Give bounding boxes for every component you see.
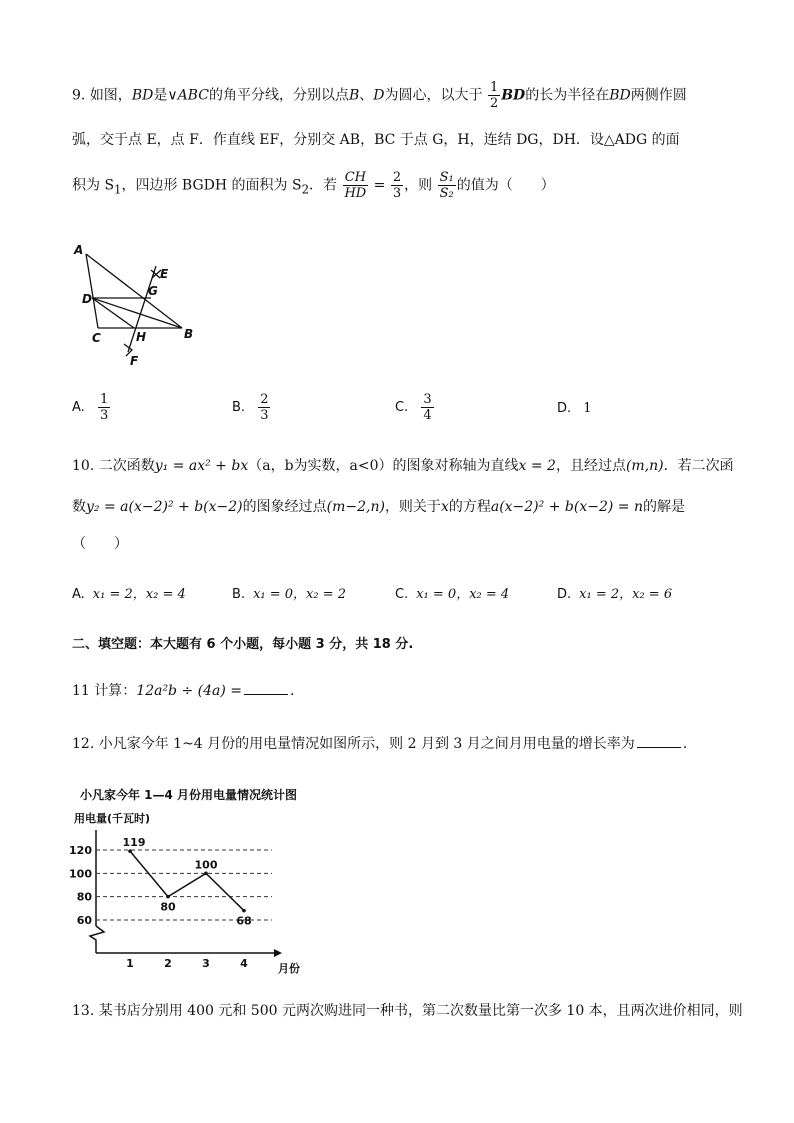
segment-ab (86, 254, 182, 328)
q10-func-y1: y₁ = ax² + bx (154, 458, 249, 474)
data-point (242, 909, 246, 913)
data-point (204, 872, 208, 876)
y-tick-label: 80 (76, 890, 92, 904)
q10-var-x: x (440, 499, 449, 515)
x-axis-label: 月份 (278, 962, 300, 975)
q13-line (72, 1000, 743, 1022)
q9-option-d[interactable] (557, 401, 592, 416)
y-axis-label: 用电量(千瓦时) (74, 812, 151, 825)
q10-line1 (72, 455, 734, 477)
q11-expression: 12a²b ÷ (4a) = (136, 683, 243, 699)
option-text: x₁ = 2，x₂ = 4 (92, 587, 186, 602)
q10-line3: （ ） (72, 536, 128, 552)
q9-number: 9. (72, 87, 86, 104)
q9-text: ．若 (309, 177, 337, 194)
q10-text: ．若二次函 (663, 458, 734, 474)
q11-number: 11 (72, 683, 90, 699)
data-label: 119 (122, 836, 146, 850)
frac-num: 1 (99, 392, 109, 407)
q12-number: 12. (72, 736, 95, 752)
q9-text: ，四边形 BGDH 的面积为 S (121, 177, 302, 194)
q10-text: 数 (72, 499, 86, 515)
q9-text: ，则 (404, 177, 433, 194)
option-label: A. (72, 400, 85, 415)
option-label: A. (72, 587, 85, 602)
q11-answer-blank[interactable] (244, 680, 288, 695)
data-label: 68 (236, 914, 252, 928)
q9-text: 积为 S (72, 177, 115, 194)
q10-text: （a，b为实数，a<0）的图象对称轴为直线 (248, 458, 519, 474)
q10-equation: a(x−2)² + b(x−2) = n (490, 499, 643, 515)
option-label: C. (395, 400, 409, 415)
label-g: G (148, 284, 158, 298)
option-text: x₁ = 2，x₂ = 6 (579, 587, 673, 602)
q10-text: ，且经过点 (555, 458, 626, 474)
frac-den: HD (344, 186, 367, 201)
q10-axis: x = 2 (518, 458, 556, 474)
frac-den: 4 (423, 408, 432, 423)
q13-number: 13. (72, 1003, 95, 1019)
chart-title: 小凡家今年 1—4 月份用电量情况统计图 (80, 788, 298, 802)
q9-fraction-s1-s2 (438, 170, 456, 201)
q10-text: 二次函数 (98, 458, 155, 474)
q9-triangle-abc: ∨ABC (167, 87, 209, 104)
q9-text: 、 (359, 87, 374, 104)
option-label: D. (557, 587, 572, 602)
q11-text: 计算： (94, 683, 137, 699)
x-tick-label: 4 (240, 957, 248, 970)
frac-num: 2 (260, 392, 269, 407)
series-line (130, 851, 244, 911)
q9-line2: 弧，交于点 E，点 F．作直线 EF，分别交 AB，BC 于点 G，H，连结 DG，DH．设△ADG 的面 (72, 132, 680, 148)
frac-num: 1 (489, 80, 499, 95)
x-tick-label: 1 (126, 957, 134, 970)
y-tick-label: 100 (69, 867, 92, 881)
q10-option-d[interactable] (557, 583, 672, 602)
x-tick-label: 2 (164, 957, 172, 970)
segment-dh (92, 298, 134, 328)
frac-num: CH (344, 170, 366, 185)
q10-text: 的解是 (642, 499, 685, 515)
q10-point: (m−2,n) (326, 499, 385, 515)
frac-den: S₂ (439, 186, 454, 201)
q12-answer-blank[interactable] (637, 733, 681, 748)
q9-text: 是 (153, 87, 168, 104)
q9-point-d: D (373, 87, 385, 104)
q9-point-b: B (348, 87, 360, 104)
q10-func-y2: y₂ = a(x−2)² + b(x−2) (86, 499, 243, 515)
q12-end: . (682, 736, 688, 752)
q9-eq: = (373, 177, 386, 194)
data-point (128, 849, 132, 853)
y-tick-label: 60 (76, 914, 92, 927)
q9-text: 为圆心，以大于 (384, 87, 483, 104)
data-point (166, 895, 170, 899)
q10-point: (m,n) (625, 458, 664, 474)
q10-number: 10. (72, 458, 95, 474)
frac-den: 3 (392, 186, 402, 201)
option-text: x₁ = 0，x₂ = 4 (416, 587, 510, 602)
q9-text: 如图， (89, 87, 132, 104)
q9-fraction-half (488, 80, 500, 111)
q11-line (72, 680, 734, 702)
frac-den: 3 (99, 408, 109, 423)
label-e: E (160, 267, 169, 281)
q9-fraction-ch-hd (342, 170, 368, 201)
option-label: B. (232, 400, 246, 415)
section-heading: 二、填空题：本大题有 6 个小题，每小题 3 分，共 18 分. (72, 637, 414, 652)
q9-var-bd: BD (609, 87, 631, 104)
label-d: D (82, 292, 92, 306)
q9-sub: 2 (301, 182, 309, 197)
data-label: 80 (160, 900, 176, 914)
label-f: F (130, 354, 139, 368)
q9-text: 的值为（ ） (456, 177, 555, 194)
q9-sub: 1 (114, 182, 122, 197)
frac-num: S₁ (439, 170, 454, 185)
q10-option-c[interactable] (395, 583, 509, 602)
q9-option-b[interactable] (232, 392, 271, 423)
label-b: B (184, 327, 194, 341)
x-axis-arrow (274, 949, 282, 957)
q9-option-c[interactable] (395, 392, 435, 423)
data-label: 100 (194, 858, 218, 872)
q12-line (72, 733, 734, 755)
q10-option-b[interactable] (232, 583, 346, 602)
q9-geometry-figure (72, 240, 202, 370)
option-fraction (258, 392, 270, 423)
q9-text: 的长为半径在 (525, 87, 610, 104)
q9-text: 两侧作圆 (630, 87, 687, 104)
q9-text: 的角平分线，分别以点 (208, 87, 349, 104)
x-tick-label: 3 (202, 957, 210, 970)
label-h: H (136, 330, 147, 344)
option-label: D. (557, 401, 572, 416)
option-fraction (98, 392, 110, 423)
q10-text: 的方程 (448, 499, 491, 515)
q9-var-bd: BD (131, 87, 154, 104)
q9-fraction-2-3 (391, 170, 403, 201)
label-c: C (92, 331, 101, 345)
q10-option-a[interactable] (72, 583, 186, 602)
q9-var-bd: BD (501, 87, 526, 104)
segment-ac (86, 254, 98, 328)
frac-num: 3 (423, 392, 432, 407)
option-fraction (421, 392, 433, 423)
q10-text: ，则关于 (384, 499, 441, 515)
frac-den: 3 (260, 408, 269, 423)
q12-text: 小凡家今年 1~4 月份的用电量情况如图所示，则 2 月到 3 月之间月用电量的增长率为 (98, 736, 635, 752)
q13-text: 某书店分别用 400 元和 500 元两次购进同一种书，第二次数量比第一次多 10 本，且两次进价相同，则 (98, 1003, 743, 1019)
label-a: A (74, 243, 84, 257)
option-label: C. (395, 587, 409, 602)
frac-den: 2 (489, 96, 499, 111)
q10-text: 的图象经过点 (242, 499, 327, 515)
frac-num: 2 (392, 170, 402, 185)
electricity-line-chart (69, 808, 322, 978)
option-text: x₁ = 0，x₂ = 2 (253, 587, 347, 602)
y-axis-break (90, 926, 104, 953)
option-value: 1 (583, 401, 592, 416)
y-tick-label: 120 (69, 844, 92, 857)
q9-option-a[interactable] (72, 392, 111, 423)
q11-end: . (290, 683, 295, 699)
q10-line2 (72, 496, 734, 518)
option-label: B. (232, 587, 246, 602)
q9-line3 (72, 170, 734, 201)
q9-line1 (72, 80, 734, 111)
